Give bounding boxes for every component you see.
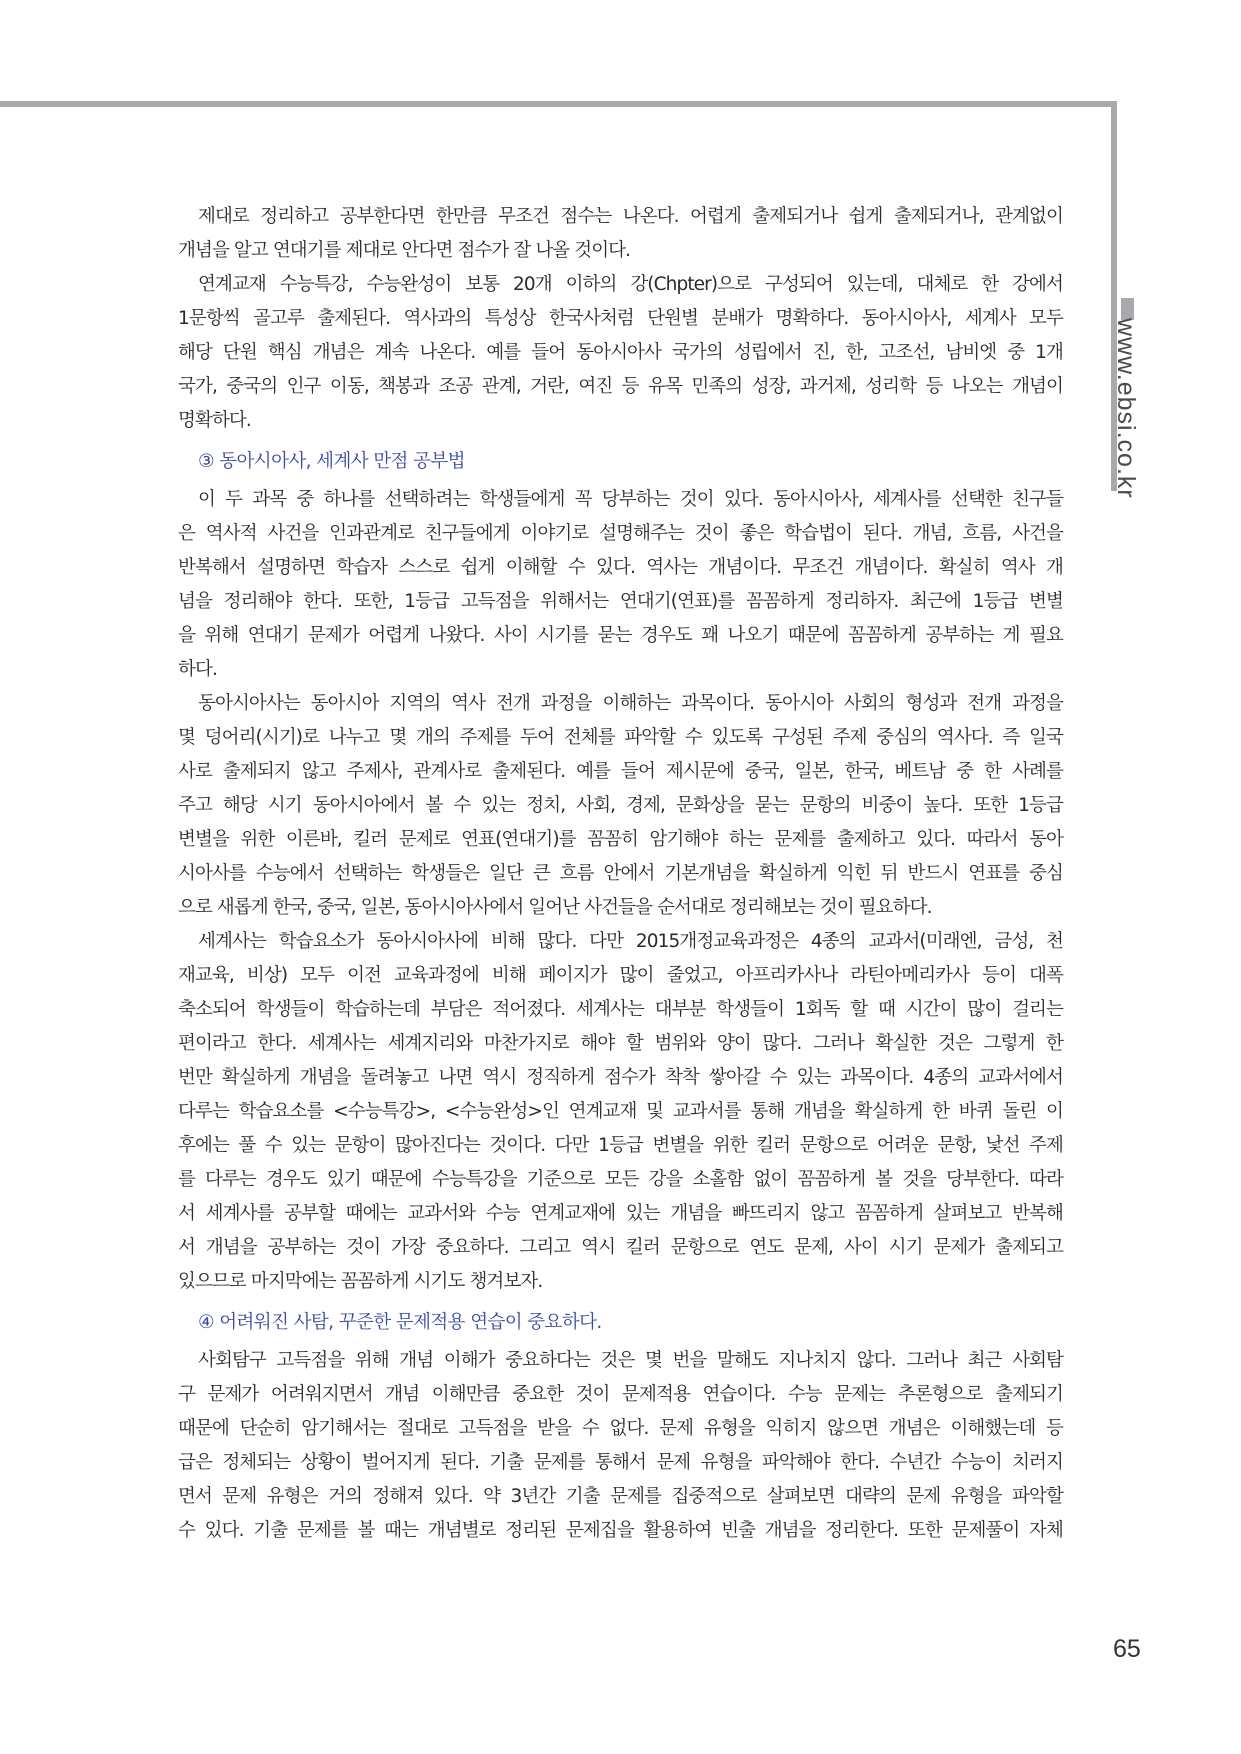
article-body <box>178 200 1063 1548</box>
section-heading: ④ 어려워진 사탐, 꾸준한 문제적용 연습이 중요하다. <box>198 1312 602 1333</box>
text-line: 변별을 위한 이른바, 킬러 문제로 연표(연대기)를 꼼꼼히 암기해야 하는 문제를 출제하고 있다. 따라서 동아 <box>178 829 1063 850</box>
paragraph <box>178 200 1063 268</box>
side-tab-mark <box>1121 298 1134 320</box>
text-line: 서 세계사를 공부할 때에는 교과서와 수능 연계교재에 있는 개념을 빠뜨리지 않고 꼼꼼하게 살펴보고 반복해 <box>178 1203 1063 1224</box>
text-line: 사회탐구 고득점을 위해 개념 이해가 중요하다는 것은 몇 번을 말해도 지나치지 않다. 그러나 최근 사회탐 <box>198 1350 1063 1371</box>
text-line: 해당 단원 핵심 개념은 계속 나온다. 예를 들어 동아시아사 국가의 성립에서 진, 한, 고조선, 남비엣 중 1개 <box>178 342 1063 363</box>
text-line: 연계교재 수능특강, 수능완성이 보통 20개 이하의 강(Chpter)으로 구성되어 있는데, 대체로 한 강에서 <box>198 274 1063 295</box>
text-line: 때문에 단순히 암기해서는 절대로 고득점을 받을 수 없다. 문제 유형을 익히지 않으면 개념은 이해했는데 등 <box>178 1418 1063 1439</box>
text-line: 제대로 정리하고 공부한다면 한만큼 무조건 점수는 나온다. 어렵게 출제되거나 쉽게 출제되거나, 관계없이 <box>198 206 1063 227</box>
text-line: 후에는 풀 수 있는 문항이 많아진다는 것이다. 다만 1등급 변별을 위한 킬러 문항으로 어려운 문항, 낯선 주제 <box>178 1135 1063 1156</box>
text-line: 1문항씩 골고루 출제된다. 역사과의 특성상 한국사처럼 단원별 분배가 명확하다. 동아시아사, 세계사 모두 <box>178 308 1063 329</box>
text-line: 시아사를 수능에서 선택하는 학생들은 일단 큰 흐름 안에서 기본개념을 확실하게 익힌 뒤 반드시 연표를 중심 <box>178 863 1063 884</box>
site-url: www.ebsi.co.kr <box>1112 318 1140 499</box>
text-line: 다루는 학습요소를 <수능특강>, <수능완성>인 연계교재 및 교과서를 통해 개념을 확실하게 한 바퀴 돌린 이 <box>178 1101 1063 1122</box>
text-line: 으로 새롭게 한국, 중국, 일본, 동아시아사에서 일어난 사건들을 순서대로 정리해보는 것이 필요하다. <box>178 897 932 918</box>
text-line: 국가, 중국의 인구 이동, 책봉과 조공 관계, 거란, 여진 등 유목 민족의 성장, 과거제, 성리학 등 나오는 개념이 <box>178 376 1063 397</box>
page-number: 65 <box>1113 1635 1141 1663</box>
text-line: 번만 확실하게 개념을 돌려놓고 나면 역시 정직하게 점수가 착착 쌓아갈 수 있는 과목이다. 4종의 교과서에서 <box>178 1067 1063 1088</box>
text-line: 을 위해 연대기 문제가 어렵게 나왔다. 사이 시기를 묻는 경우도 꽤 나오기 때문에 꼼꼼하게 공부하는 게 필요 <box>178 625 1063 646</box>
text-line: 수 있다. 기출 문제를 볼 때는 개념별로 정리된 문제집을 활용하여 빈출 개념을 정리한다. 또한 문제풀이 자체 <box>178 1520 1063 1541</box>
text-line: 세계사는 학습요소가 동아시아사에 비해 많다. 다만 2015개정교육과정은 4종의 교과서(미래엔, 금성, 천 <box>198 931 1063 952</box>
text-line: 구 문제가 어려워지면서 개념 이해만큼 중요한 것이 문제적용 연습이다. 수능 문제는 추론형으로 출제되기 <box>178 1384 1063 1405</box>
text-line: 은 역사적 사건을 인과관계로 친구들에게 이야기로 설명해주는 것이 좋은 학습법이 된다. 개념, 흐름, 사건을 <box>178 523 1063 544</box>
text-line: 있으므로 마지막에는 꼼꼼하게 시기도 챙겨보자. <box>178 1271 543 1292</box>
paragraph <box>178 268 1063 438</box>
paragraph <box>178 687 1063 925</box>
text-line: 하다. <box>178 659 217 680</box>
text-line: 사로 출제되지 않고 주제사, 관계사로 출제된다. 예를 들어 제시문에 중국, 일본, 한국, 베트남 중 한 사례를 <box>178 761 1063 782</box>
text-line: 주고 해당 시기 동아시아에서 볼 수 있는 정치, 사회, 경제, 문화상을 묻는 문항의 비중이 높다. 또한 1등급 <box>178 795 1063 816</box>
text-line: 이 두 과목 중 하나를 선택하려는 학생들에게 꼭 당부하는 것이 있다. 동아시아사, 세계사를 선택한 친구들 <box>198 489 1063 510</box>
text-line: 몇 덩어리(시기)로 나누고 몇 개의 주제를 두어 전체를 파악할 수 있도록 구성된 주제 중심의 역사다. 즉 일국 <box>178 727 1063 748</box>
text-line: 개념을 알고 연대기를 제대로 안다면 점수가 잘 나올 것이다. <box>178 240 631 261</box>
text-line: 재교육, 비상) 모두 이전 교육과정에 비해 페이지가 많이 줄었고, 아프리카사나 라틴아메리카사 등이 대폭 <box>178 965 1063 986</box>
paragraph <box>178 925 1063 1299</box>
header-rule <box>0 101 1117 107</box>
text-line: 명확하다. <box>178 410 251 431</box>
text-line: 편이라고 한다. 세계사는 세계지리와 마찬가지로 해야 할 범위와 양이 많다. 그러나 확실한 것은 그렇게 한 <box>178 1033 1063 1054</box>
paragraph <box>178 1344 1063 1548</box>
text-line: 서 개념을 공부하는 것이 가장 중요하다. 그리고 역시 킬러 문항으로 연도 문제, 사이 시기 문제가 출제되고 <box>178 1237 1063 1258</box>
section-heading: ③ 동아시아사, 세계사 만점 공부법 <box>198 451 465 472</box>
text-line: 면서 문제 유형은 거의 정해져 있다. 약 3년간 기출 문제를 집중적으로 살펴보면 대략의 문제 유형을 파악할 <box>178 1486 1063 1507</box>
text-line: 반복해서 설명하면 학습자 스스로 쉽게 이해할 수 있다. 역사는 개념이다. 무조건 개념이다. 확실히 역사 개 <box>178 557 1063 578</box>
text-line: 축소되어 학생들이 학습하는데 부담은 적어졌다. 세계사는 대부분 학생들이 1회독 할 때 시간이 많이 걸리는 <box>178 999 1063 1020</box>
paragraph <box>178 483 1063 687</box>
text-line: 를 다루는 경우도 있기 때문에 수능특강을 기준으로 모든 강을 소홀함 없이 꼼꼼하게 볼 것을 당부한다. 따라 <box>178 1169 1063 1190</box>
text-line: 급은 정체되는 상황이 벌어지게 된다. 기출 문제를 통해서 문제 유형을 파악해야 한다. 수년간 수능이 치러지 <box>178 1452 1063 1473</box>
text-line: 동아시아사는 동아시아 지역의 역사 전개 과정을 이해하는 과목이다. 동아시아 사회의 형성과 전개 과정을 <box>198 693 1063 714</box>
text-line: 념을 정리해야 한다. 또한, 1등급 고득점을 위해서는 연대기(연표)를 꼼꼼하게 정리하자. 최근에 1등급 변별 <box>178 591 1063 612</box>
